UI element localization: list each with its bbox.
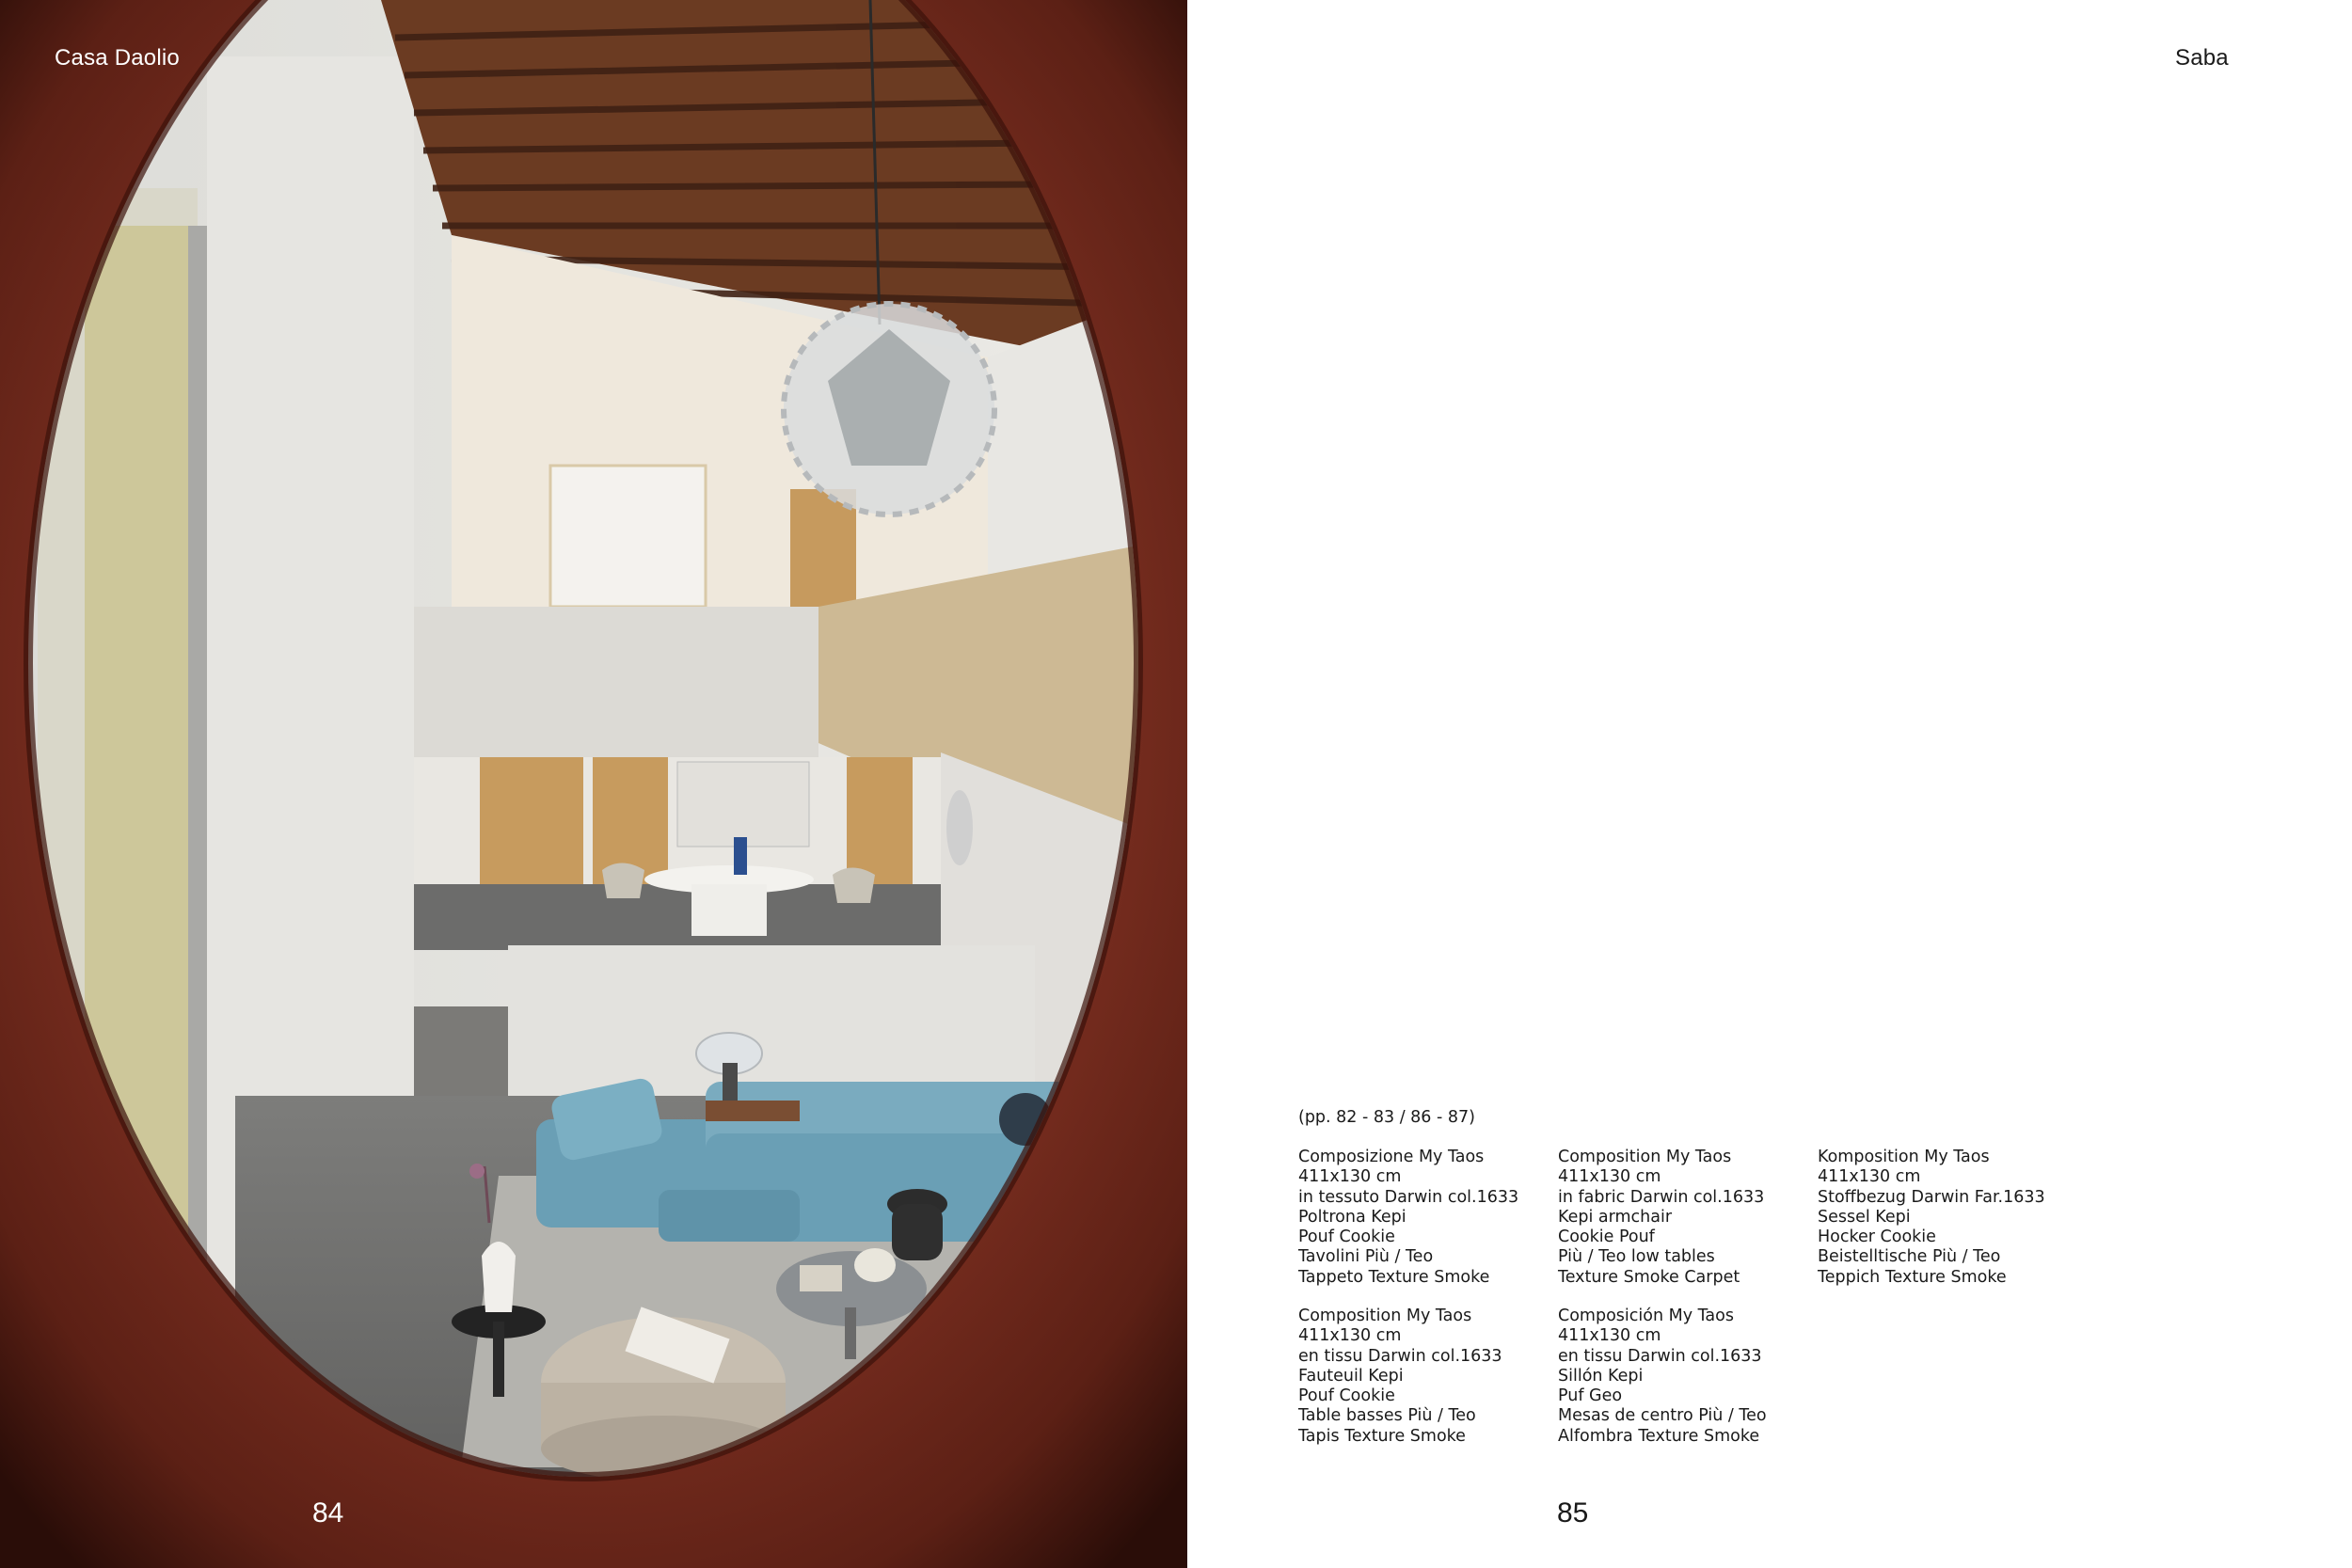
credit-line: 411x130 cm (1818, 1167, 1921, 1187)
credit-block-fr (1298, 1307, 1552, 1447)
credit-line: in tessuto Darwin col.1633 (1298, 1187, 1519, 1207)
credit-line: Komposition My Taos (1818, 1148, 1990, 1166)
credit-line: Sillón Kepi (1558, 1366, 1644, 1386)
credit-line: Composizione My Taos (1298, 1148, 1485, 1166)
credit-line: Texture Smoke Carpet (1558, 1267, 1740, 1287)
page-number-left: 84 (312, 1497, 344, 1528)
credit-line: Stoffbezug Darwin Far.1633 (1818, 1187, 2045, 1207)
credit-block-it (1298, 1148, 1552, 1288)
credit-line: Pouf Cookie (1298, 1227, 1395, 1247)
credit-block-en (1558, 1148, 1812, 1288)
credit-line: Teppich Texture Smoke (1818, 1267, 2007, 1287)
credit-line: Tavolini Più / Teo (1298, 1247, 1434, 1267)
credit-block-de (1818, 1148, 2072, 1288)
credit-line: Sessel Kepi (1818, 1207, 1911, 1227)
credit-line: Puf Geo (1558, 1386, 1623, 1406)
mezzanine-parapet (414, 607, 818, 757)
credit-line: Tapis Texture Smoke (1298, 1426, 1466, 1446)
credit-line: Fauteuil Kepi (1298, 1366, 1404, 1386)
wall-artwork (550, 466, 706, 607)
credit-line: en tissu Darwin col.1633 (1298, 1346, 1502, 1366)
credit-line: Alfombra Texture Smoke (1558, 1426, 1760, 1446)
credit-line: Composition My Taos (1558, 1148, 1732, 1166)
credit-line: Pouf Cookie (1298, 1386, 1395, 1406)
credit-line: 411x130 cm (1298, 1167, 1402, 1187)
credit-line: Mesas de centro Più / Teo (1558, 1406, 1767, 1426)
running-head-left: Casa Daolio (55, 45, 180, 71)
running-head-right: Saba (2175, 45, 2229, 71)
credit-line: Composition My Taos (1298, 1307, 1472, 1325)
page-number-right: 85 (1557, 1497, 1589, 1528)
credit-line: Beistelltische Più / Teo (1818, 1247, 2001, 1267)
credit-line: 411x130 cm (1558, 1326, 1661, 1346)
credit-line: Tappeto Texture Smoke (1298, 1267, 1490, 1287)
credit-line: 411x130 cm (1558, 1167, 1661, 1187)
pages-reference: (pp. 82 - 83 / 86 - 87) (1298, 1108, 1475, 1127)
credit-line: en tissu Darwin col.1633 (1558, 1346, 1762, 1366)
credit-line: Composición My Taos (1558, 1307, 1734, 1325)
credit-line: Più / Teo low tables (1558, 1247, 1715, 1267)
credit-line: in fabric Darwin col.1633 (1558, 1187, 1765, 1207)
credit-line: 411x130 cm (1298, 1326, 1402, 1346)
credit-line: Table basses Più / Teo (1298, 1406, 1476, 1426)
credit-block-es (1558, 1307, 1812, 1447)
credit-line: Poltrona Kepi (1298, 1207, 1406, 1227)
credit-line: Kepi armchair (1558, 1207, 1673, 1227)
credit-line: Hocker Cookie (1818, 1227, 1936, 1247)
credit-line: Cookie Pouf (1558, 1227, 1655, 1247)
